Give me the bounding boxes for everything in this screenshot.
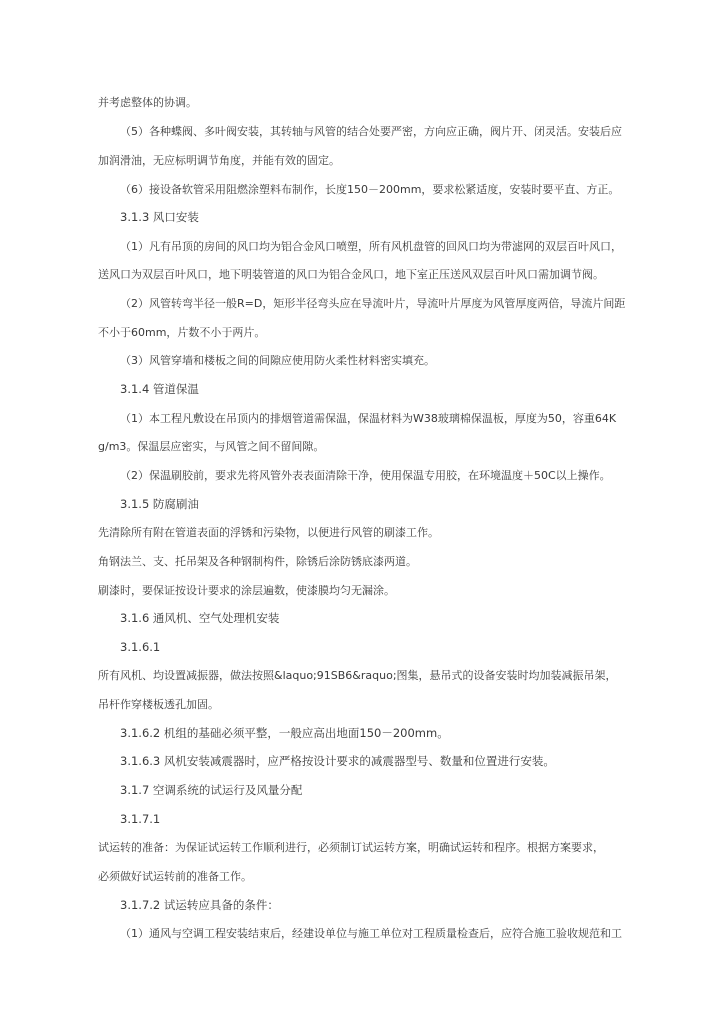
text-line: （1）通风与空调工程安装结束后，经建设单位与施工单位对工程质量检查后，应符合施工验收规范和工 bbox=[120, 927, 622, 940]
text-line: 送风口为双层百叶风口，地下明装管道的风口为铝合金风口，地下室正压送风双层百叶风口需加调节阀。 bbox=[98, 268, 604, 281]
text-line: （1）本工程凡敷设在吊顶内的排烟管道需保温，保温材料为W38玻璃棉保温板，厚度为50，容重64K bbox=[120, 412, 617, 425]
text-line: 加润滑油，无应标明调节角度，并能有效的固定。 bbox=[98, 154, 340, 167]
section-heading: 3.1.5 防腐刷油 bbox=[120, 497, 199, 511]
text-line: 必须做好试运转前的准备工作。 bbox=[98, 870, 252, 883]
text-line: （6）接设备软管采用阻燃涂塑料布制作，长度150－200mm，要求松紧适度，安装时要平直、方正。 bbox=[120, 183, 620, 196]
text-line: （5）各种蝶阀、多叶阀安装，其转轴与风管的结合处要严密，方向应正确，阀片开、闭灵活。安装后应 bbox=[120, 125, 622, 138]
section-heading: 3.1.6.2 机组的基础必须平整，一般应高出地面150－200mm。 bbox=[120, 726, 449, 740]
text-line: 并考虑整体的协调。 bbox=[98, 96, 197, 109]
text-line: 角钢法兰、支、托吊架及各种钢制构件，除锈后涂防锈底漆两道。 bbox=[98, 555, 417, 568]
text-line: 先清除所有附在管道表面的浮锈和污染物，以便进行风管的刷漆工作。 bbox=[98, 526, 439, 539]
text-line: 吊杆作穿楼板透孔加固。 bbox=[98, 698, 219, 711]
section-heading: 3.1.6 通风机、空气处理机安装 bbox=[120, 611, 280, 625]
section-heading: 3.1.3 风口安装 bbox=[120, 210, 199, 224]
section-heading: 3.1.6.1 bbox=[120, 640, 161, 654]
text-line: g/m3。保温层应密实，与风管之间不留间隙。 bbox=[98, 440, 325, 453]
text-line: 刷漆时，要保证按设计要求的涂层遍数，使漆膜均匀无漏涂。 bbox=[98, 584, 395, 597]
text-line: （2）保温刷胶前，要求先将风管外表表面清除干净，使用保温专用胶，在环境温度＋50C以上操作。 bbox=[120, 469, 611, 482]
section-heading: 3.1.7 空调系统的试运行及风量分配 bbox=[120, 783, 303, 797]
section-heading: 3.1.7.2 试运转应具备的条件： bbox=[120, 898, 279, 912]
section-heading: 3.1.7.1 bbox=[120, 812, 161, 826]
text-line: 试运转的准备：为保证试运转工作顺利进行，必须制订试运转方案，明确试运转和程序。根据方案要求， bbox=[98, 841, 604, 854]
section-heading: 3.1.4 管道保温 bbox=[120, 382, 199, 396]
text-line: 不小于60mm，片数不小于两片。 bbox=[98, 326, 266, 339]
text-line: 所有风机、均设置减振器，做法按照&laquo;91SB6&raquo;图集，悬吊式的设备安装时均加装减振吊架， bbox=[98, 669, 617, 682]
text-line: （2）风管转弯半径一般R=D，矩形半径弯头应在导流叶片，导流叶片厚度为风管厚度两倍，导流片间距 bbox=[120, 297, 626, 310]
text-line: （3）风管穿墙和楼板之间的间隙应使用防火柔性材料密实填充。 bbox=[120, 354, 435, 367]
section-heading: 3.1.6.3 风机安装减震器时，应严格按设计要求的减震器型号、数量和位置进行安装。 bbox=[120, 754, 555, 768]
text-line: （1）凡有吊顶的房间的风口均为铝合金风口喷塑，所有风机盘管的回风口均为带滤网的双层百叶风口， bbox=[120, 240, 622, 253]
